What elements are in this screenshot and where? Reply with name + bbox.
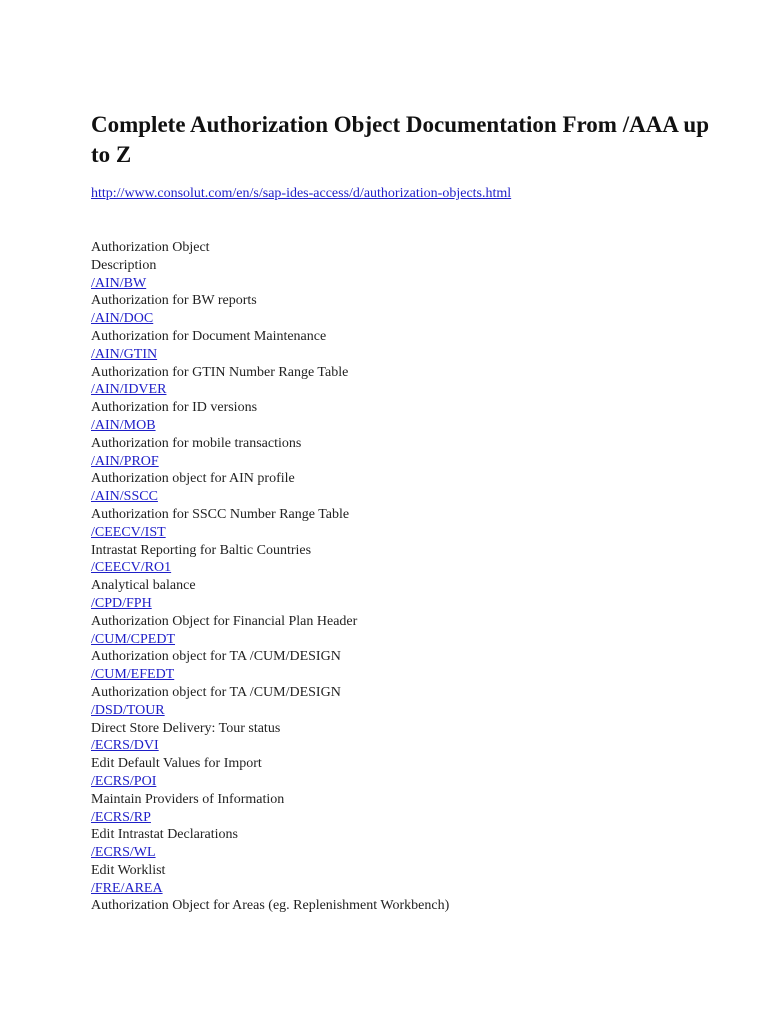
- authorization-object-link[interactable]: /ECRS/POI: [91, 773, 157, 789]
- authorization-object-link[interactable]: /DSD/TOUR: [91, 702, 165, 718]
- authorization-object-link[interactable]: /CUM/CPEDT: [91, 631, 176, 647]
- document-page: [91, 110, 731, 915]
- authorization-object-description: Authorization object for TA /CUM/DESIGN: [91, 684, 341, 700]
- authorization-object-link[interactable]: /CUM/EFEDT: [91, 667, 175, 683]
- authorization-object-link[interactable]: /CEECV/RO1: [91, 560, 172, 576]
- authorization-object-link[interactable]: /AIN/IDVER: [91, 382, 167, 398]
- authorization-object-link[interactable]: /AIN/GTIN: [91, 346, 158, 362]
- authorization-object-link[interactable]: /CEECV/IST: [91, 524, 166, 540]
- authorization-object-description: Authorization for GTIN Number Range Table: [91, 364, 349, 380]
- authorization-object-link[interactable]: /AIN/DOC: [91, 311, 154, 327]
- authorization-object-description: Authorization for Document Maintenance: [91, 328, 327, 344]
- document-title: Complete Authorization Object Documentation From /AAA up to Z: [91, 112, 709, 167]
- source-url-link[interactable]: http://www.consolut.com/en/s/sap-ides-access/d/authorization-objects.html: [91, 186, 512, 201]
- authorization-object-description: Edit Intrastat Declarations: [91, 827, 238, 843]
- column-header-object: Authorization Object: [91, 240, 210, 255]
- authorization-object-link[interactable]: /AIN/SSCC: [91, 489, 158, 505]
- authorization-object-description: Authorization Object for Areas (eg. Replenishment Workbench): [91, 898, 450, 914]
- authorization-object-list: [91, 239, 731, 915]
- authorization-object-link[interactable]: /ECRS/WL: [91, 845, 156, 861]
- authorization-object-link[interactable]: /ECRS/DVI: [91, 738, 159, 754]
- authorization-object-description: Edit Worklist: [91, 862, 166, 878]
- authorization-object-description: Authorization Object for Financial Plan Header: [91, 613, 358, 629]
- authorization-object-description: Authorization for ID versions: [91, 400, 258, 416]
- authorization-object-description: Authorization for SSCC Number Range Table: [91, 506, 350, 522]
- authorization-object-description: Authorization for BW reports: [91, 293, 257, 309]
- authorization-object-description: Analytical balance: [91, 578, 196, 594]
- authorization-object-link[interactable]: /CPD/FPH: [91, 595, 152, 611]
- column-header-description: Description: [91, 257, 157, 273]
- authorization-object-description: Authorization for mobile transactions: [91, 435, 302, 451]
- authorization-object-description: Authorization object for TA /CUM/DESIGN: [91, 649, 341, 665]
- authorization-object-link[interactable]: /AIN/BW: [91, 275, 147, 291]
- authorization-object-link[interactable]: /ECRS/RP: [91, 809, 151, 825]
- authorization-object-description: Direct Store Delivery: Tour status: [91, 720, 281, 736]
- authorization-object-link[interactable]: /AIN/PROF: [91, 453, 159, 469]
- authorization-object-description: Intrastat Reporting for Baltic Countries: [91, 542, 312, 558]
- authorization-object-description: Maintain Providers of Information: [91, 791, 285, 807]
- authorization-object-link[interactable]: /FRE/AREA: [91, 880, 163, 896]
- authorization-object-description: Edit Default Values for Import: [91, 756, 262, 772]
- authorization-object-link[interactable]: /AIN/MOB: [91, 417, 156, 433]
- authorization-object-description: Authorization object for AIN profile: [91, 471, 295, 487]
